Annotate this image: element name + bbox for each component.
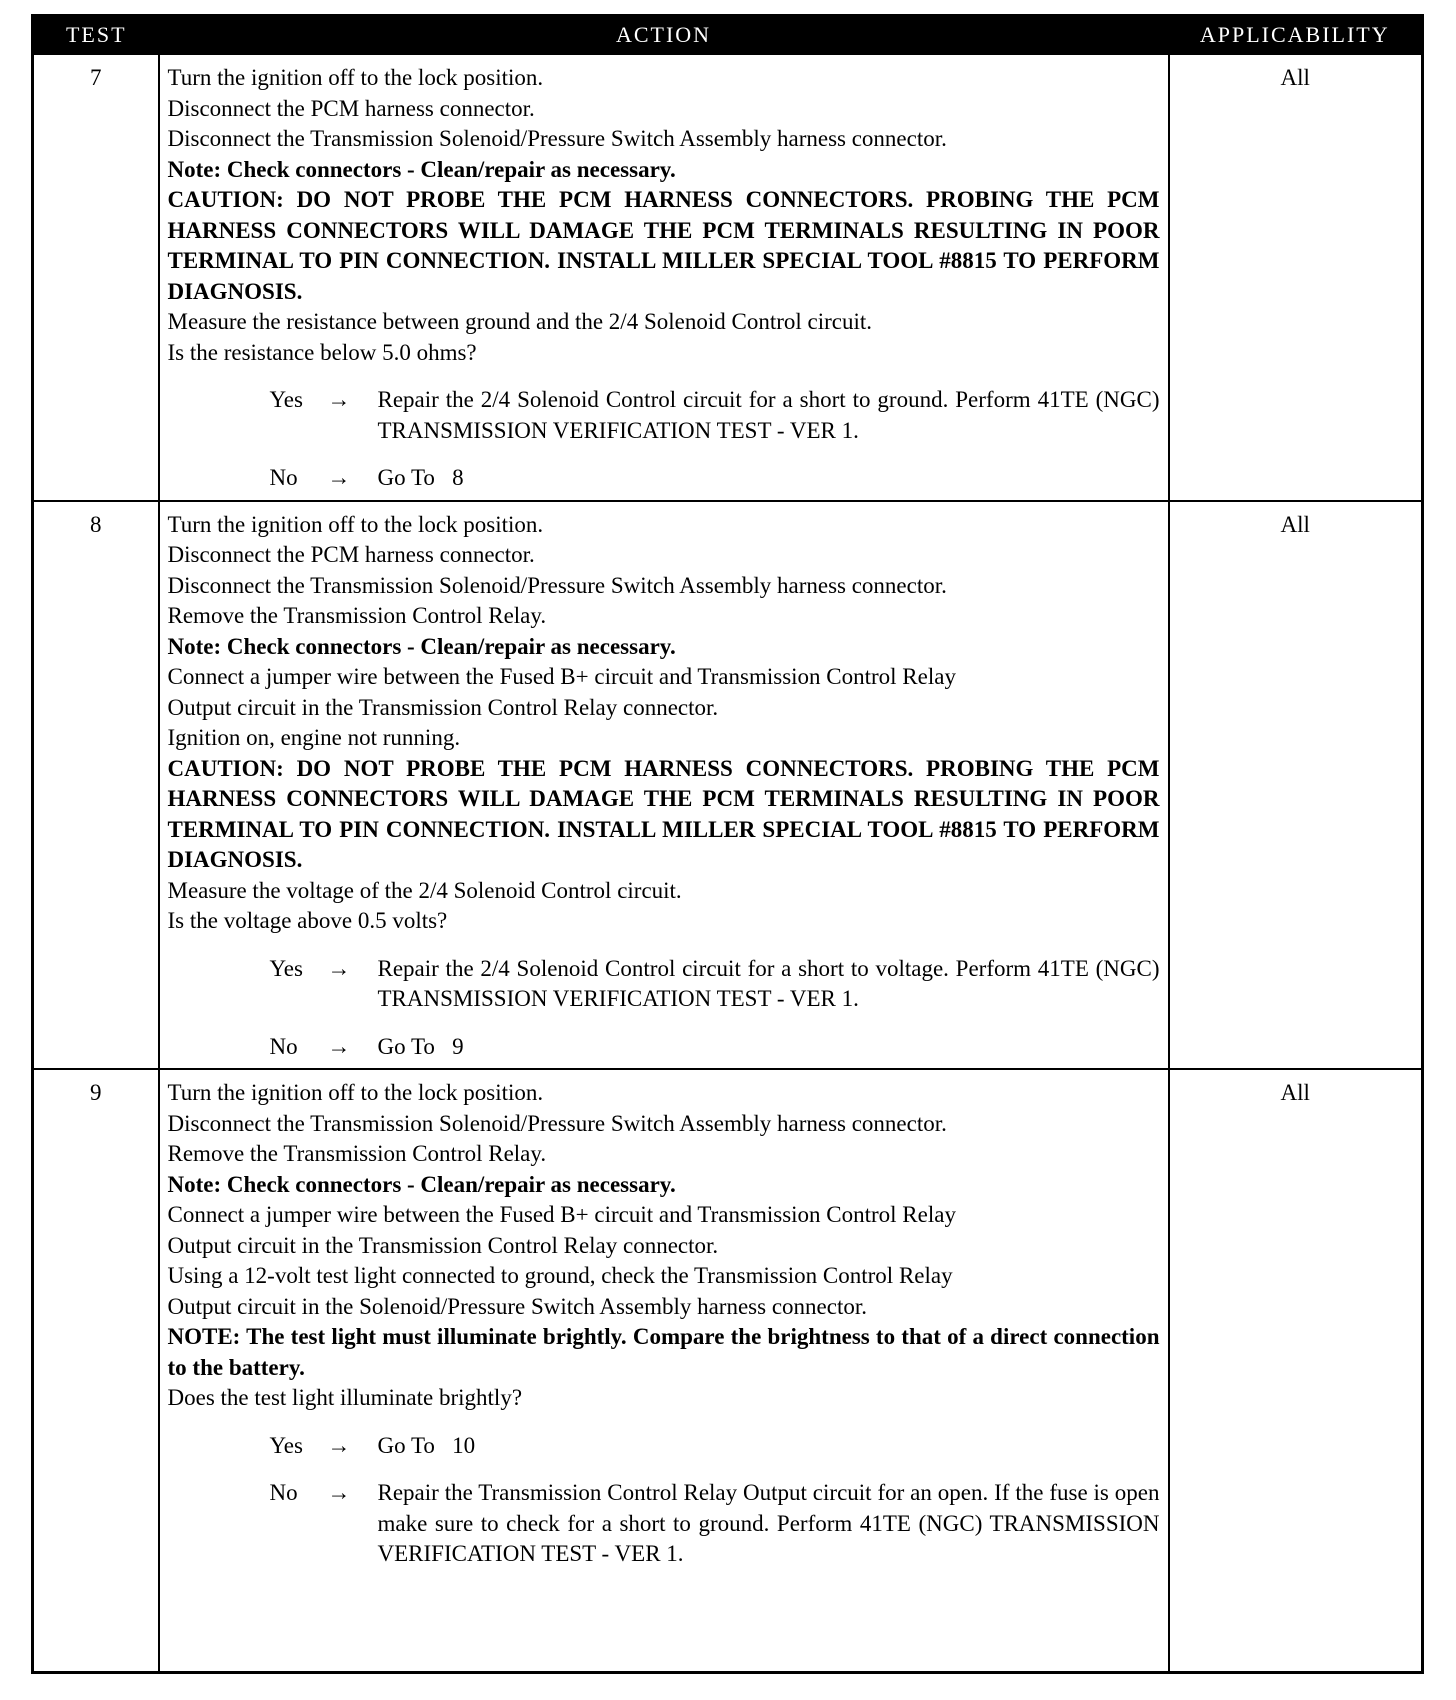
applicability-value: All bbox=[1169, 54, 1423, 501]
step-text: Remove the Transmission Control Relay. bbox=[167, 1141, 547, 1166]
yes-label: Yes bbox=[269, 1432, 303, 1458]
question-text: Is the voltage above 0.5 volts? bbox=[167, 908, 448, 933]
step-text: Disconnect the PCM harness connector. bbox=[167, 542, 535, 567]
step-text: Connect a jumper wire between the Fused B+ circuit and Transmission Control Relay bbox=[167, 1202, 956, 1227]
step-text: Turn the ignition off to the lock position. bbox=[167, 511, 544, 537]
yes-outcome bbox=[168, 385, 1160, 446]
question-text: Does the test light illuminate brightly? bbox=[167, 1385, 523, 1410]
no-result: Repair the Transmission Control Relay Output circuit for an open. If the fuse is open make sure to check for a short to ground. Perform 41TE (NGC) TRANSMISSION VERIFICATION TEST - VER 1. bbox=[377, 1480, 1160, 1566]
no-label: No bbox=[269, 1033, 298, 1059]
no-result: Go To 8 bbox=[377, 465, 464, 490]
arrow-right-icon: → bbox=[327, 1033, 351, 1059]
yes-result: Repair the 2/4 Solenoid Control circuit for a short to voltage. Perform 41TE (NGC) TRANSMISSION VERIFICATION TEST - VER 1. bbox=[377, 955, 1160, 1011]
arrow-right-icon: → bbox=[327, 955, 351, 981]
step-text: Remove the Transmission Control Relay. bbox=[167, 603, 547, 628]
step-text: Disconnect the Transmission Solenoid/Pressure Switch Assembly harness connector. bbox=[167, 572, 947, 598]
table-row bbox=[33, 1069, 1423, 1673]
table-row bbox=[33, 54, 1423, 501]
step-text: Output circuit in the Transmission Control Relay connector. bbox=[167, 1232, 719, 1258]
step-text: Measure the resistance between ground and the 2/4 Solenoid Control circuit. bbox=[167, 309, 872, 334]
step-text: Disconnect the Transmission Solenoid/Pressure Switch Assembly harness connector. bbox=[167, 1110, 947, 1136]
test-number: 8 bbox=[33, 501, 159, 1070]
step-text: Measure the voltage of the 2/4 Solenoid Control circuit. bbox=[167, 877, 682, 903]
applicability-value: All bbox=[1169, 1069, 1423, 1673]
step-text: Turn the ignition off to the lock position. bbox=[167, 1080, 544, 1105]
no-outcome bbox=[168, 1032, 1160, 1063]
caution-text: CAUTION: DO NOT PROBE THE PCM HARNESS CONNECTORS. PROBING THE PCM HARNESS CONNECTORS WILL DAMAGE THE PCM TERMINALS RESULTING IN POOR TERMINAL TO PIN CONNECTION. INSTALL MILLER SPECIAL TOOL #8815 TO PERFORM DIAGNOSIS. bbox=[167, 187, 1160, 304]
step-text: Output circuit in the Solenoid/Pressure Switch Assembly harness connector. bbox=[167, 1293, 867, 1319]
note-text: Note: Check connectors - Clean/repair as necessary. bbox=[167, 1171, 676, 1197]
arrow-right-icon: → bbox=[327, 387, 351, 412]
yes-result: Go To 10 bbox=[377, 1432, 476, 1458]
table-header-row bbox=[33, 16, 1423, 55]
note-text: NOTE: The test light must illuminate brightly. Compare the brightness to that of a direct connection to the battery. bbox=[167, 1324, 1160, 1380]
applicability-value: All bbox=[1169, 501, 1423, 1070]
header-applicability: APPLICABILITY bbox=[1169, 16, 1423, 55]
diagnostic-table bbox=[31, 14, 1424, 1674]
arrow-right-icon: → bbox=[327, 1480, 351, 1505]
note-text: Note: Check connectors - Clean/repair as necessary. bbox=[167, 633, 676, 659]
yes-outcome bbox=[168, 1431, 1160, 1462]
no-label: No bbox=[269, 1480, 298, 1505]
step-text: Using a 12-volt test light connected to ground, check the Transmission Control Relay bbox=[167, 1263, 953, 1288]
note-text: Note: Check connectors - Clean/repair as necessary. bbox=[167, 156, 676, 182]
no-result: Go To 9 bbox=[377, 1033, 464, 1059]
no-label: No bbox=[269, 465, 298, 490]
table-row bbox=[33, 501, 1423, 1070]
test-number: 9 bbox=[33, 1069, 159, 1673]
header-test: TEST bbox=[33, 16, 159, 55]
action-cell bbox=[159, 1069, 1169, 1673]
step-text: Ignition on, engine not running. bbox=[167, 725, 461, 750]
yes-label: Yes bbox=[269, 387, 303, 412]
yes-label: Yes bbox=[269, 955, 303, 981]
question-text: Is the resistance below 5.0 ohms? bbox=[167, 339, 477, 365]
caution-text: CAUTION: DO NOT PROBE THE PCM HARNESS CONNECTORS. PROBING THE PCM HARNESS CONNECTORS WILL DAMAGE THE PCM TERMINALS RESULTING IN POOR TERMINAL TO PIN CONNECTION. INSTALL MILLER SPECIAL TOOL #8815 TO PERFORM DIAGNOSIS. bbox=[167, 755, 1160, 872]
step-text: Output circuit in the Transmission Control Relay connector. bbox=[167, 694, 719, 720]
action-cell bbox=[159, 501, 1169, 1070]
step-text: Turn the ignition off to the lock position. bbox=[167, 65, 544, 90]
arrow-right-icon: → bbox=[327, 1432, 351, 1458]
arrow-right-icon: → bbox=[327, 465, 351, 490]
action-cell bbox=[159, 54, 1169, 501]
no-outcome bbox=[168, 463, 1160, 494]
yes-result: Repair the 2/4 Solenoid Control circuit for a short to ground. Perform 41TE (NGC) TRANSMISSION VERIFICATION TEST - VER 1. bbox=[377, 387, 1160, 443]
test-number: 7 bbox=[33, 54, 159, 501]
header-action: ACTION bbox=[159, 16, 1169, 55]
yes-outcome bbox=[168, 954, 1160, 1015]
step-text: Disconnect the PCM harness connector. bbox=[167, 95, 535, 121]
step-text: Disconnect the Transmission Solenoid/Pressure Switch Assembly harness connector. bbox=[167, 126, 947, 151]
no-outcome bbox=[168, 1478, 1160, 1570]
step-text: Connect a jumper wire between the Fused B+ circuit and Transmission Control Relay bbox=[167, 664, 956, 689]
